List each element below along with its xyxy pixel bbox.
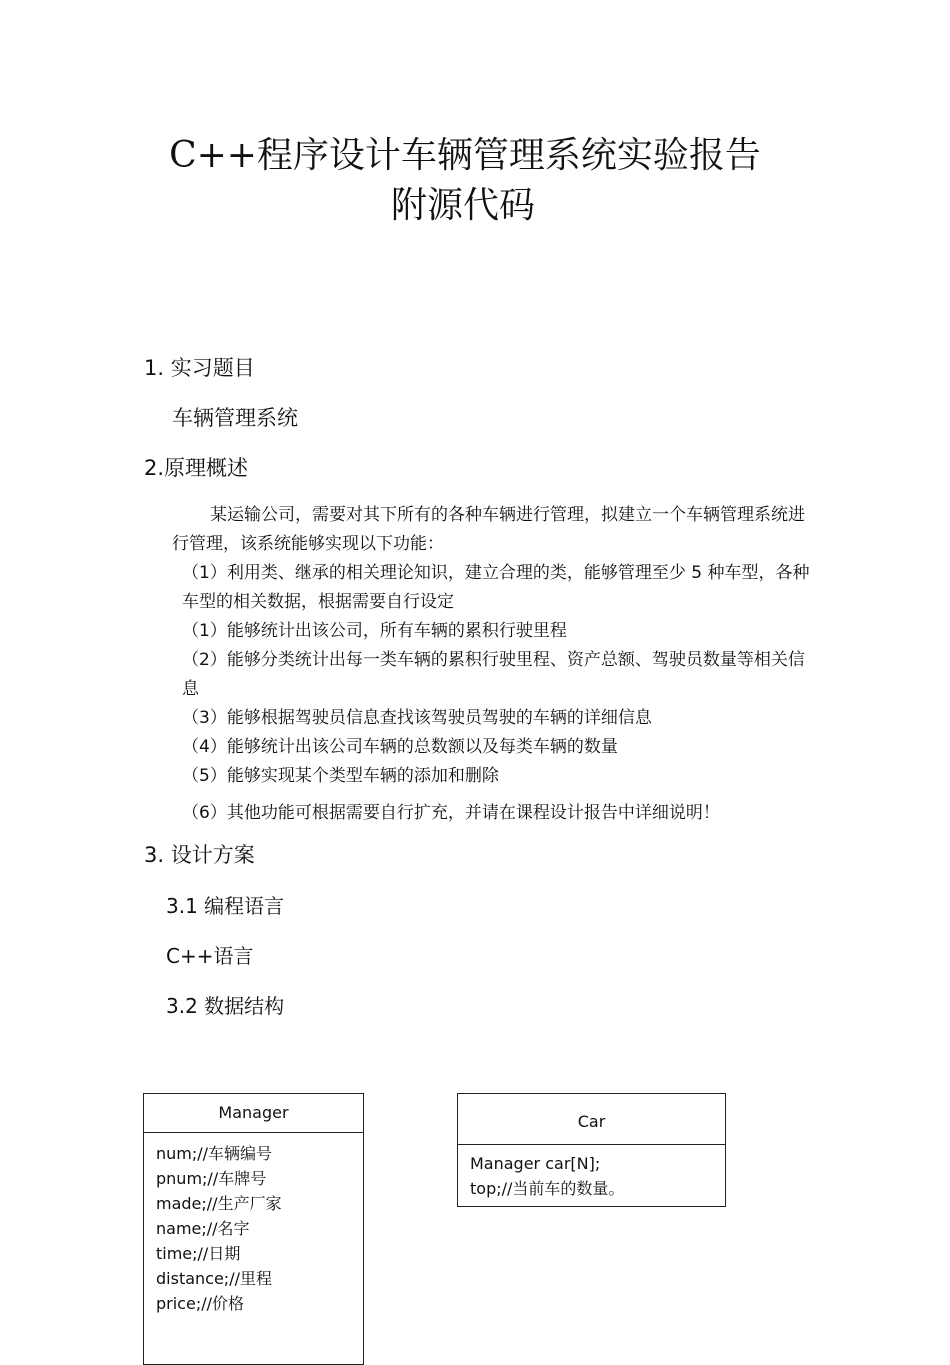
manager-field: num;//车辆编号 [156,1144,273,1163]
principle-overview [172,501,812,828]
section1-content: 车辆管理系统 [172,406,298,430]
manager-class-fields [144,1133,363,1324]
manager-class-box [143,1093,364,1365]
overview-item: （1）能够统计出该公司，所有车辆的累积行驶里程 [182,621,567,641]
section1-heading: 1. 实习题目 [144,356,255,380]
manager-class-name: Manager [144,1094,363,1133]
car-class-fields [458,1145,725,1209]
manager-field: price;//价格 [156,1294,244,1313]
subsection-3-1-content: C++语言 [166,944,254,968]
manager-field: made;//生产厂家 [156,1194,282,1213]
manager-field: pnum;//车牌号 [156,1169,267,1188]
car-field: top;//当前车的数量。 [470,1179,625,1198]
manager-field: distance;//里程 [156,1269,272,1288]
manager-field: time;//日期 [156,1244,241,1263]
report-subtitle: 附源代码 [390,185,535,226]
overview-item: （1）利用类、继承的相关理论知识，建立合理的类，能够管理至少 5 种车型，各种车型的相关数据，根据需要自行设定 [182,563,810,612]
car-class-name: Car [458,1094,725,1145]
car-class-box [457,1093,726,1207]
overview-item: （4）能够统计出该公司车辆的总数额以及每类车辆的数量 [182,737,618,757]
subsection-3-2-heading: 3.2 数据结构 [166,994,285,1018]
overview-item: （5）能够实现某个类型车辆的添加和删除 [182,766,499,786]
overview-item: （3）能够根据驾驶员信息查找该驾驶员驾驶的车辆的详细信息 [182,708,652,728]
section2-heading: 2.原理概述 [144,456,249,480]
overview-intro: 某运输公司，需要对其下所有的各种车辆进行管理，拟建立一个车辆管理系统进行管理，该系统能够实现以下功能： [172,505,805,554]
report-title: C++程序设计车辆管理系统实验报告 [169,135,761,176]
section3-heading: 3. 设计方案 [144,843,255,867]
overview-item: （6）其他功能可根据需要自行扩充，并请在课程设计报告中详细说明！ [182,803,720,823]
subsection-3-1-heading: 3.1 编程语言 [166,894,285,918]
overview-item: （2）能够分类统计出每一类车辆的累积行驶里程、资产总额、驾驶员数量等相关信息 [182,650,805,699]
car-field: Manager car[N]; [470,1154,601,1173]
manager-field: name;//名字 [156,1219,250,1238]
